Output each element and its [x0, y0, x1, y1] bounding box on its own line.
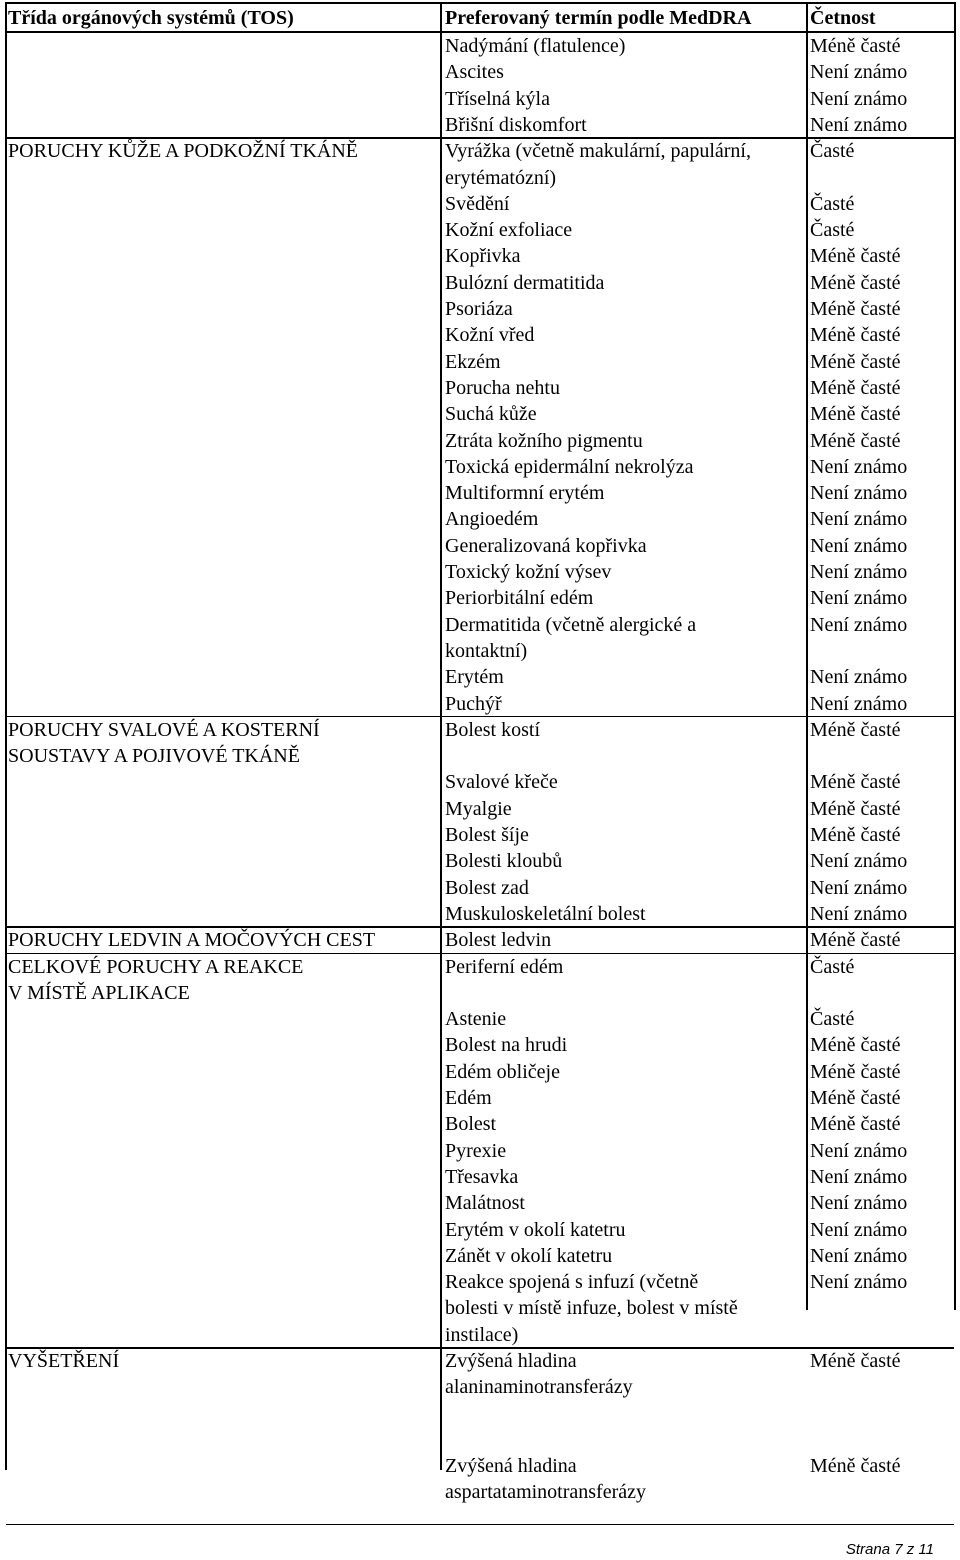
- term-cell: Suchá kůže: [445, 403, 537, 426]
- frequency-cell: Není známo: [810, 61, 908, 84]
- frequency-cell: Méně časté: [810, 324, 901, 347]
- term-cell: Angioedém: [445, 508, 539, 531]
- term-cell: Bolesti kloubů: [445, 850, 563, 873]
- term-cell: alaninaminotransferázy: [445, 1376, 633, 1399]
- term-cell: Edém obličeje: [445, 1060, 560, 1083]
- term-cell: Edém: [445, 1087, 492, 1109]
- term-cell: Reakce spojená s infuzí (včetně: [445, 1271, 699, 1294]
- frequency-cell: Méně časté: [810, 429, 901, 452]
- frequency-cell: Není známo: [810, 508, 908, 531]
- frequency-cell: Méně časté: [810, 350, 901, 373]
- frequency-cell: Není známo: [810, 534, 908, 557]
- frequency-cell: Méně časté: [810, 245, 901, 268]
- term-cell: Svalové křeče: [445, 771, 558, 794]
- frequency-cell: Není známo: [810, 1218, 908, 1241]
- term-cell: Generalizovaná kopřivka: [445, 534, 647, 557]
- term-cell: Třesavka: [445, 1165, 519, 1188]
- frequency-cell: Není známo: [810, 1271, 908, 1294]
- soc-cell: VYŠETŘENÍ: [8, 1350, 120, 1372]
- term-cell: Bolest ledvin: [445, 929, 552, 952]
- term-cell: Bolest zad: [445, 876, 529, 899]
- frequency-cell: Není známo: [810, 1165, 908, 1188]
- frequency-cell: Méně časté: [810, 1113, 901, 1136]
- term-cell: Periferní edém: [445, 955, 564, 978]
- term-cell: Ascites: [445, 61, 504, 84]
- term-cell: Břišní diskomfort: [445, 113, 587, 136]
- frequency-cell: Není známo: [810, 876, 908, 899]
- term-cell: Malátnost: [445, 1192, 525, 1215]
- frequency-cell: Není známo: [810, 613, 908, 636]
- term-cell: Toxický kožní výsev: [445, 561, 612, 583]
- term-cell: Erytém: [445, 666, 504, 689]
- term-cell: Svědění: [445, 192, 510, 215]
- frequency-cell: Méně časté: [810, 1087, 901, 1109]
- term-cell: Astenie: [445, 1008, 507, 1031]
- frequency-cell: Časté: [810, 219, 855, 242]
- column-rule: [440, 2, 442, 1470]
- term-cell: Multiformní erytém: [445, 482, 605, 505]
- term-cell: Bulózní dermatitida: [445, 271, 605, 294]
- term-cell: Muskuloskeletální bolest: [445, 902, 646, 925]
- frequency-cell: Méně časté: [810, 1060, 901, 1083]
- soc-cell: PORUCHY SVALOVÉ A KOSTERNÍ: [8, 718, 320, 741]
- frequency-cell: Není známo: [810, 561, 908, 583]
- term-cell: Pyrexie: [445, 1139, 507, 1162]
- term-cell: aspartataminotransferázy: [445, 1480, 647, 1503]
- table-top-rule: [5, 2, 955, 4]
- frequency-cell: Méně časté: [810, 797, 901, 820]
- frequency-cell: Méně časté: [810, 1034, 901, 1057]
- footer-rule: [6, 1524, 954, 1525]
- frequency-cell: Méně časté: [810, 403, 901, 426]
- term-cell: Erytém v okolí katetru: [445, 1218, 626, 1241]
- frequency-cell: Časté: [810, 140, 855, 163]
- frequency-cell: Není známo: [810, 1139, 908, 1162]
- term-cell: Zánět v okolí katetru: [445, 1244, 613, 1267]
- frequency-cell: Méně časté: [810, 1454, 901, 1477]
- term-cell: Ekzém: [445, 350, 501, 373]
- frequency-cell: Méně časté: [810, 271, 901, 294]
- term-cell: erytématózní): [445, 166, 557, 189]
- term-cell: Dermatitida (včetně alergické a: [445, 613, 697, 636]
- frequency-cell: Není známo: [810, 587, 908, 610]
- frequency-cell: Méně časté: [810, 35, 901, 57]
- term-cell: Vyrážka (včetně makulární, papulární,: [445, 140, 751, 163]
- term-cell: instilace): [445, 1323, 519, 1346]
- term-cell: Tříselná kýla: [445, 87, 550, 110]
- header-frequency: Četnost: [810, 7, 876, 29]
- header-term: Preferovaný termín podle MedDRA: [445, 7, 752, 29]
- frequency-cell: Časté: [810, 192, 855, 215]
- frequency-cell: Není známo: [810, 1244, 908, 1267]
- term-cell: Porucha nehtu: [445, 376, 560, 399]
- term-cell: Kožní vřed: [445, 324, 535, 347]
- term-cell: kontaktní): [445, 639, 528, 662]
- term-cell: Bolest na hrudi: [445, 1034, 568, 1057]
- term-cell: Psoriáza: [445, 298, 513, 320]
- term-cell: Zvýšená hladina: [445, 1350, 577, 1372]
- term-cell: bolesti v místě infuze, bolest v místě: [445, 1297, 738, 1320]
- frequency-cell: Není známo: [810, 692, 908, 715]
- frequency-cell: Není známo: [810, 902, 908, 925]
- frequency-cell: Časté: [810, 955, 855, 978]
- term-cell: Kožní exfoliace: [445, 219, 573, 242]
- column-rule: [954, 2, 956, 1310]
- frequency-cell: Není známo: [810, 482, 908, 505]
- soc-cell: SOUSTAVY A POJIVOVÉ TKÁNĚ: [8, 745, 300, 768]
- frequency-cell: Není známo: [810, 850, 908, 873]
- soc-cell: CELKOVÉ PORUCHY A REAKCE: [8, 955, 304, 978]
- column-rule: [5, 2, 7, 1470]
- frequency-cell: Není známo: [810, 1192, 908, 1215]
- term-cell: Periorbitální edém: [445, 587, 594, 610]
- term-cell: Myalgie: [445, 797, 512, 820]
- soc-cell: PORUCHY KŮŽE A PODKOŽNÍ TKÁNĚ: [8, 140, 359, 163]
- term-cell: Ztráta kožního pigmentu: [445, 429, 643, 452]
- term-cell: Bolest kostí: [445, 718, 541, 741]
- frequency-cell: Není známo: [810, 87, 908, 110]
- frequency-cell: Méně časté: [810, 771, 901, 794]
- frequency-cell: Méně časté: [810, 824, 901, 846]
- frequency-cell: Není známo: [810, 455, 908, 478]
- term-cell: Toxická epidermální nekrolýza: [445, 455, 694, 478]
- frequency-cell: Méně časté: [810, 929, 901, 952]
- term-cell: Bolest šíje: [445, 824, 529, 846]
- column-rule: [806, 2, 808, 1310]
- soc-cell: V MÍSTĚ APLIKACE: [8, 981, 190, 1004]
- header-soc: Třída orgánových systémů (TOS): [8, 7, 294, 29]
- frequency-cell: Méně časté: [810, 376, 901, 399]
- page-number: Strana 7 z 11: [845, 1541, 934, 1558]
- frequency-cell: Časté: [810, 1008, 855, 1031]
- term-cell: Puchýř: [445, 692, 502, 715]
- soc-cell: PORUCHY LEDVIN A MOČOVÝCH CEST: [8, 929, 376, 952]
- frequency-cell: Méně časté: [810, 1350, 901, 1372]
- frequency-cell: Není známo: [810, 113, 908, 136]
- term-cell: Zvýšená hladina: [445, 1454, 577, 1477]
- term-cell: Kopřivka: [445, 245, 521, 268]
- frequency-cell: Méně časté: [810, 298, 901, 320]
- term-cell: Nadýmání (flatulence): [445, 35, 626, 57]
- term-cell: Bolest: [445, 1113, 497, 1136]
- frequency-cell: Méně časté: [810, 718, 901, 741]
- frequency-cell: Není známo: [810, 666, 908, 689]
